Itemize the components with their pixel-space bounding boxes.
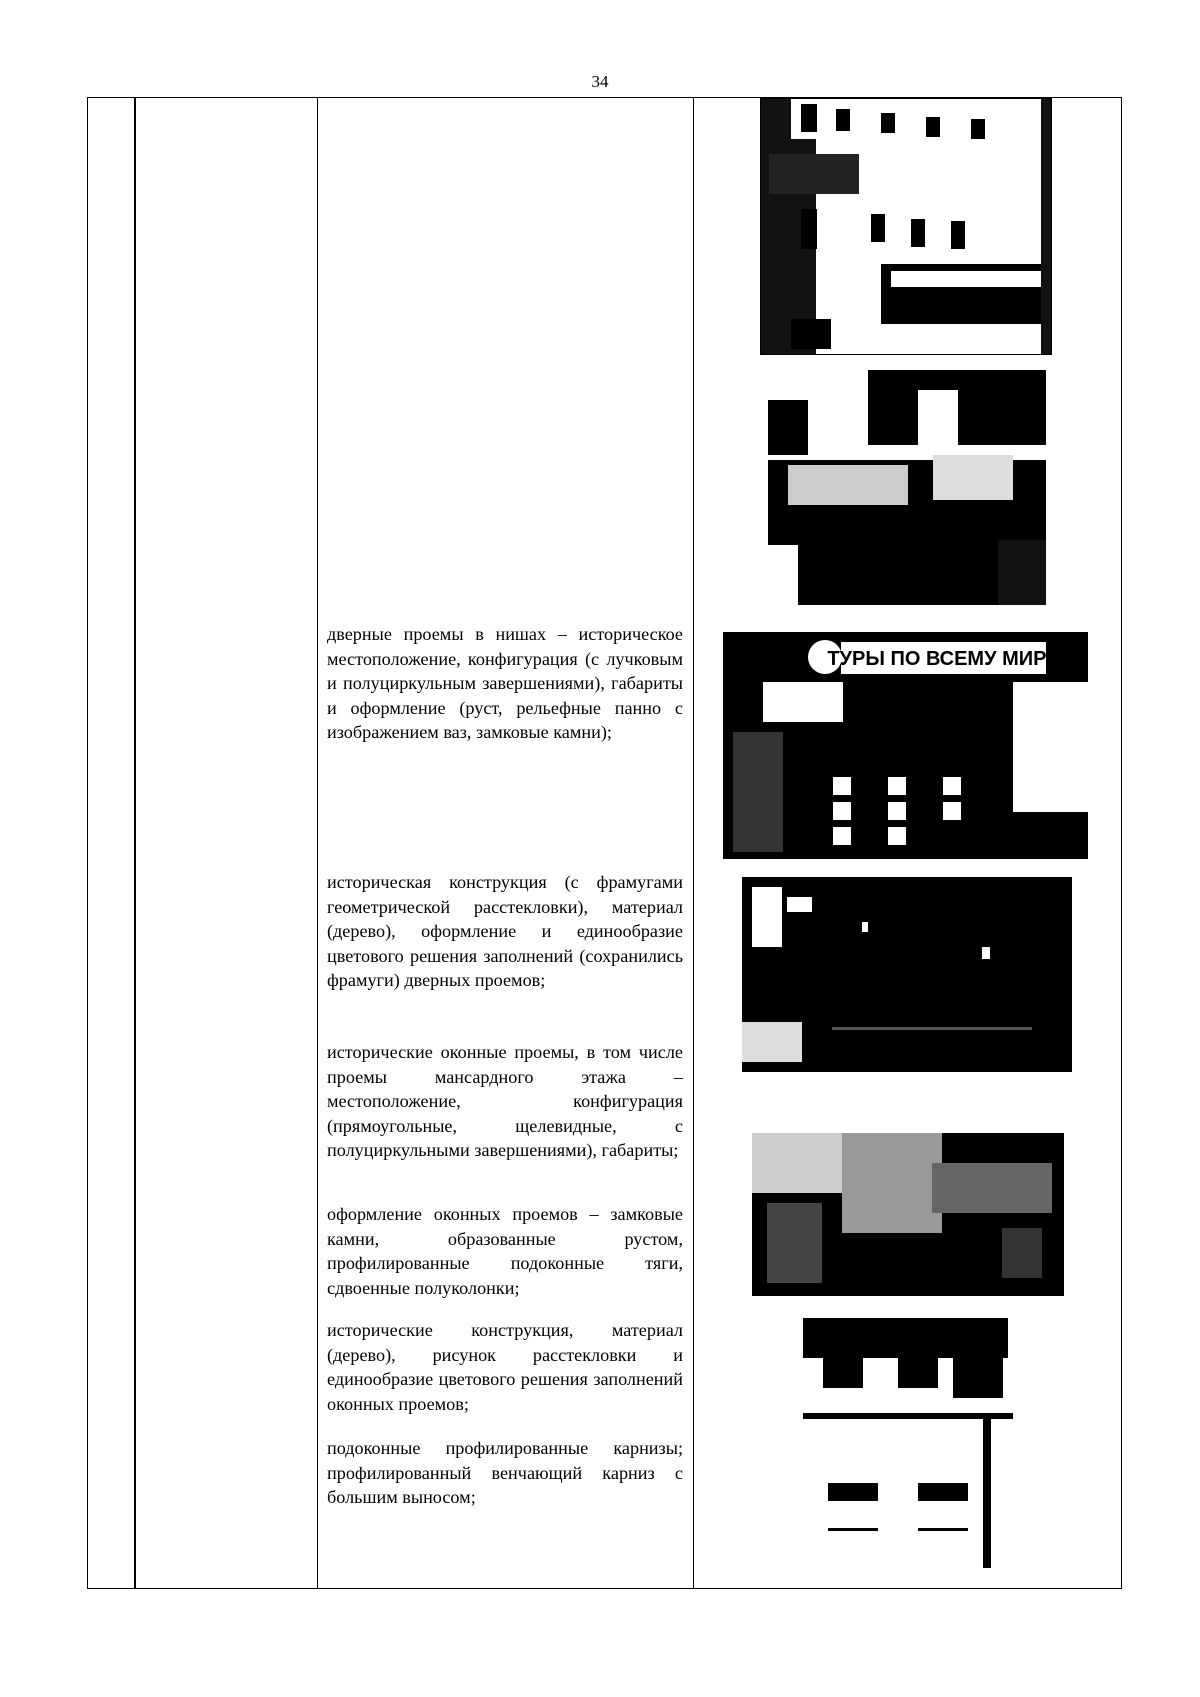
column-divider-1 <box>134 97 136 1589</box>
paragraph-window-decoration: оформление оконных проемов – замковые камни, образованные рустом, профилированные подоконные тяги, сдвоенные полуколонки; <box>327 1204 683 1298</box>
photo-door-transom <box>742 877 1072 1072</box>
page-number: 34 <box>591 72 609 91</box>
photo-arched-entrance <box>723 622 1088 859</box>
photo-facade-balcony <box>760 98 1052 355</box>
paragraph-door-openings: дверные проемы в нишах – историческое местоположение, конфигурация (с лучковым и полуциркульным завершениями), габариты и оформление (руст, рельефные панно с изображением ваз, замковые камни); <box>327 624 683 742</box>
photo-window-decoration <box>752 1133 1064 1296</box>
paragraph-window-openings: исторические оконные проемы, в том числе проемы мансардного этажа – местоположение, конфигурация (прямоугольные, щелевидные, с полуциркульными завершениями), габариты; <box>327 1042 683 1160</box>
photo-round-balcony <box>768 370 1046 605</box>
paragraph-window-fillings: исторические конструкция, материал (дерево), рисунок расстекловки и единообразие цветового решения заполнений оконных проемов; <box>327 1320 683 1414</box>
sign-text: ТУРЫ ПО ВСЕМУ МИРУ <box>827 648 1059 670</box>
photo-cornice <box>803 1318 1013 1578</box>
paragraph-door-construction: историческая конструкция (с фрамугами геометрической расстекловки), материал (дерево), оформление и единообразие цветового решения заполнений (сохранились фрамуги) дверных проемов; <box>327 872 683 990</box>
paragraph-cornices: подоконные профилированные карнизы; профилированный венчающий карниз с большим выносом; <box>327 1438 683 1507</box>
column-divider-3 <box>693 97 694 1589</box>
column-divider-2 <box>317 97 318 1589</box>
